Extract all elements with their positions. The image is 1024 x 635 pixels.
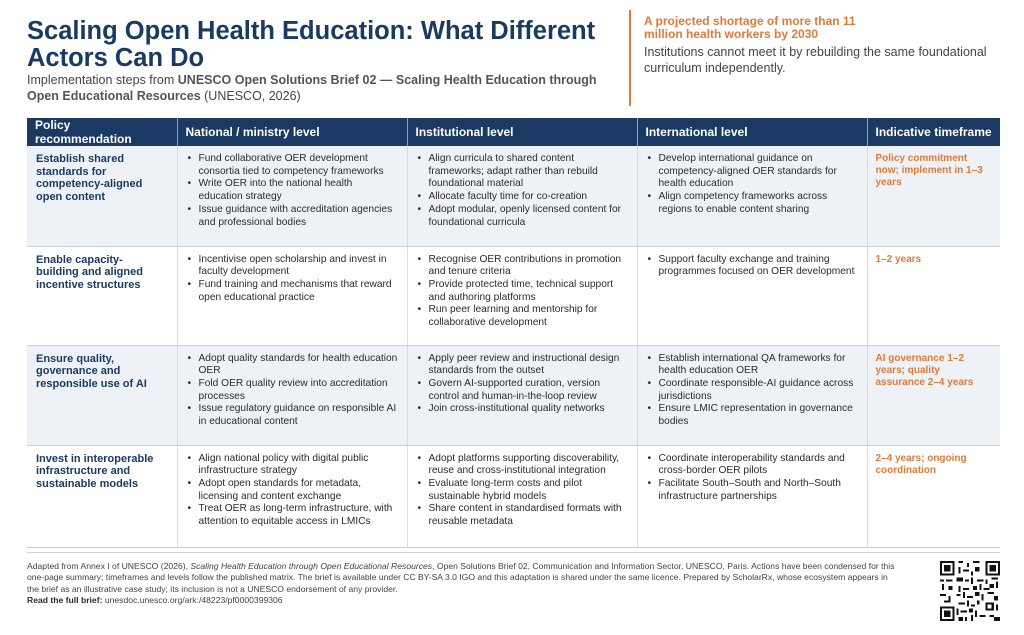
column-header: National / ministry level xyxy=(177,118,407,146)
list-item: • Govern AI-supported curation, version control and human-in-the-loop review xyxy=(416,378,629,403)
table-row xyxy=(27,246,1000,345)
institutional-cell xyxy=(407,146,637,246)
brief-title: Scaling Health Education through Open Educational Resources xyxy=(190,561,433,571)
page-subtitle: Implementation steps from UNESCO Open Solutions Brief 02 — Scaling Health Education through Open Educational Resources (UNESCO, 2026) xyxy=(27,73,597,103)
list-item: • Adopt open standards for metadata, licensing and content exchange xyxy=(186,478,399,503)
list-item: • Write OER into the national health education strategy xyxy=(186,178,399,203)
international-cell xyxy=(637,345,867,445)
national-cell xyxy=(177,246,407,345)
list-item: • Share content in standardised formats with reusable metadata xyxy=(416,503,629,528)
policy-matrix-table xyxy=(27,118,1000,548)
institutional-cell xyxy=(407,246,637,345)
national-cell xyxy=(177,345,407,445)
list-item: • Issue regulatory guidance on responsible AI in educational content xyxy=(186,403,399,428)
list-item: • Run peer learning and mentorship for collaborative development xyxy=(416,304,629,329)
column-header: Indicative timeframe xyxy=(867,118,1000,146)
timeframe-cell: AI governance 1–2 years; quality assurance 2–4 years xyxy=(867,345,1000,445)
list-item: • Align competency frameworks across regions to enable content sharing xyxy=(646,191,859,216)
read-brief-label: Read the full brief: xyxy=(27,594,103,605)
international-cell xyxy=(637,445,867,547)
list-item: • Coordinate interoperability standards and cross-border OER pilots xyxy=(646,453,859,478)
timeframe-cell: 1–2 years xyxy=(867,246,1000,345)
recommendation-cell: Invest in interoperable infrastructure and sustainable models xyxy=(27,445,177,547)
column-header: Policy recommendation xyxy=(27,118,177,146)
list-item: • Fund collaborative OER development consortia tied to competency frameworks xyxy=(186,153,399,178)
brief-link[interactable]: unesdoc.unesco.org/ark:/48223/pf0000399306 xyxy=(104,594,283,605)
table-row xyxy=(27,445,1000,547)
list-item: • Incentivise open scholarship and invest in faculty development xyxy=(186,254,399,279)
recommendation-cell: Establish shared standards for competency-aligned open content xyxy=(27,146,177,246)
list-item: • Issue guidance with accreditation agencies and professional bodies xyxy=(186,204,399,229)
timeframe-cell: 2–4 years; ongoing coordination xyxy=(867,445,1000,547)
list-item: • Provide protected time, technical support and authoring platforms xyxy=(416,279,629,304)
list-item: • Facilitate South–South and North–South infrastructure partnerships xyxy=(646,478,859,503)
list-item: • Establish international QA frameworks for health education OER xyxy=(646,353,859,378)
national-cell xyxy=(177,445,407,547)
column-header: Institutional level xyxy=(407,118,637,146)
list-item: • Fund training and mechanisms that reward open educational practice xyxy=(186,279,399,304)
recommendation-cell: Ensure quality, governance and responsible use of AI xyxy=(27,345,177,445)
international-cell xyxy=(637,246,867,345)
list-item: • Coordinate responsible-AI guidance across jurisdictions xyxy=(646,378,859,403)
table-row xyxy=(27,146,1000,246)
list-item: • Treat OER as long-term infrastructure, with attention to equitable access in LMICs xyxy=(186,503,399,528)
list-item: • Adopt quality standards for health education OER xyxy=(186,353,399,378)
institutional-cell xyxy=(407,345,637,445)
institutional-cell xyxy=(407,445,637,547)
list-item: • Develop international guidance on competency-aligned OER standards for health education xyxy=(646,153,859,191)
callout-headline: A projected shortage of more than 11 million health workers by 2030 xyxy=(644,14,856,41)
callout-body: Institutions cannot meet it by rebuilding the same foundational curriculum independently. xyxy=(644,45,987,75)
list-item: • Join cross-institutional quality networks xyxy=(416,403,629,416)
international-cell xyxy=(637,146,867,246)
list-item: • Ensure LMIC representation in governance bodies xyxy=(646,403,859,428)
footer-note: Adapted from Annex I of UNESCO (2026), Scaling Health Education through Open Educational Resources, Open Solutions Brief 02, Communication and Information Sector, UNESCO, Paris. Actions have been condensed for this one-page summary; timeframes and levels follow the published matrix. The brief is available under CC BY-SA 3.0 IGO and this adaptation is shared under the same licence. Prepared by ScholarRx, whose ecosystem appears in the brief as an illustrative case study; its inclusion is not a UNESCO endorsement of any provider. Read the full brief: unesdoc.unesco.org/ark:/48223/pf0000399306 xyxy=(27,561,895,605)
recommendation-cell: Enable capacity-building and aligned incentive structures xyxy=(27,246,177,345)
qr-code-icon xyxy=(940,561,1000,621)
table-header-row xyxy=(27,118,1000,146)
page-title: Scaling Open Health Education: What Different Actors Can Do xyxy=(27,17,596,72)
list-item: • Align national policy with digital public infrastructure strategy xyxy=(186,453,399,478)
list-item: • Recognise OER contributions in promotion and tenure criteria xyxy=(416,254,629,279)
column-header: International level xyxy=(637,118,867,146)
list-item: • Allocate faculty time for co-creation xyxy=(416,191,629,204)
shortage-callout xyxy=(629,10,1009,106)
footer-divider xyxy=(27,552,1000,553)
list-item: • Adopt modular, openly licensed content for foundational curricula xyxy=(416,204,629,229)
table-row xyxy=(27,345,1000,445)
list-item: • Support faculty exchange and training programmes focused on OER development xyxy=(646,254,859,279)
list-item: • Evaluate long-term costs and pilot sustainable hybrid models xyxy=(416,478,629,503)
list-item: • Fold OER quality review into accreditation processes xyxy=(186,378,399,403)
source-title: UNESCO Open Solutions Brief 02 — Scaling Health Education through Open Educational Resources xyxy=(27,73,597,103)
list-item: • Adopt platforms supporting discoverability, reuse and cross-institutional integration xyxy=(416,453,629,478)
national-cell xyxy=(177,146,407,246)
list-item: • Align curricula to shared content frameworks; adapt rather than rebuild foundational material xyxy=(416,153,629,191)
timeframe-cell: Policy commitment now; implement in 1–3 years xyxy=(867,146,1000,246)
list-item: • Apply peer review and instructional design standards from the outset xyxy=(416,353,629,378)
